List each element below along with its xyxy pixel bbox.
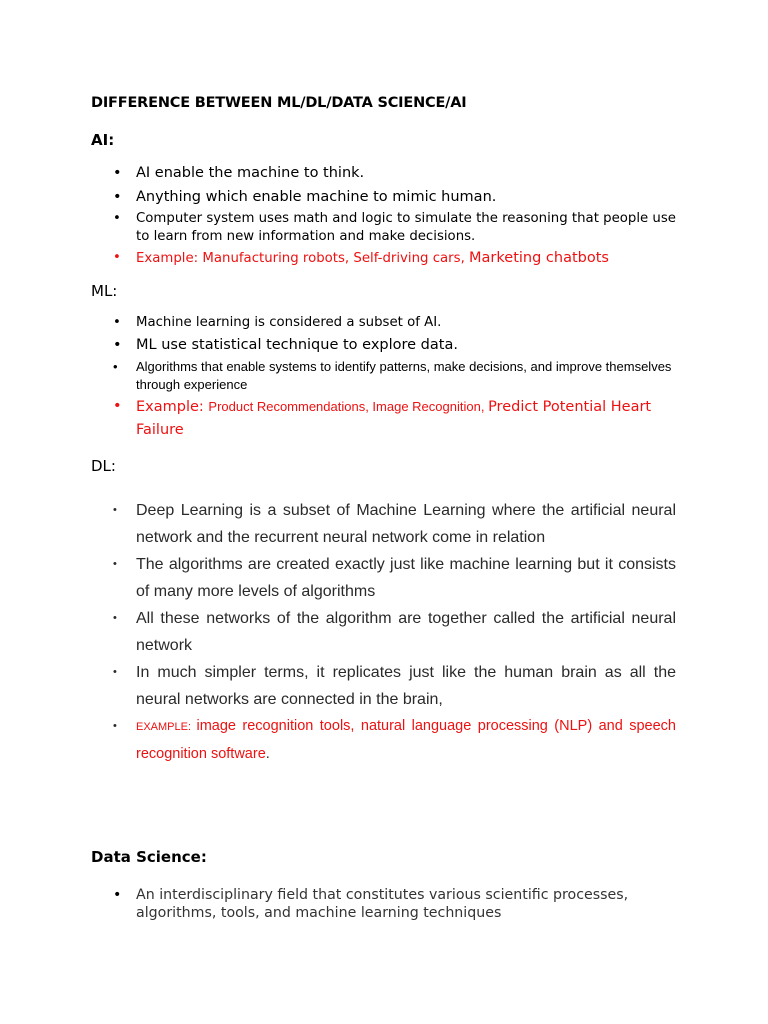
dl-list <box>0 497 768 768</box>
list-item <box>0 551 676 605</box>
bullet-icon: • <box>113 666 117 678</box>
list-item <box>0 605 676 659</box>
ai-list <box>0 163 768 270</box>
list-item <box>0 248 676 270</box>
dl-example-end: . <box>265 746 270 762</box>
list-item <box>0 497 676 551</box>
bullet-icon: • <box>113 165 122 181</box>
bullet-icon: • <box>113 558 117 570</box>
list-item-text: Machine learning is considered a subset of AI. <box>136 315 442 330</box>
ml-list <box>0 313 768 442</box>
bullet-icon: • <box>113 398 122 414</box>
ml-example-text-large: Predict Potential Heart Failure <box>136 399 652 438</box>
list-item <box>0 395 676 442</box>
bullet-icon: • <box>113 612 117 624</box>
ai-example-text: Example: Manufacturing robots, Self-driving cars, <box>136 251 470 266</box>
bullet-icon: • <box>113 189 122 205</box>
ml-example-label: Example: <box>136 399 209 415</box>
list-item <box>0 210 676 248</box>
ml-heading: ML: <box>91 282 118 300</box>
list-item <box>0 163 676 187</box>
list-item-text: ML use statistical technique to explore data. <box>136 337 458 353</box>
list-item-text: Deep Learning is a subset of Machine Learning where the artificial neural network and the recurrent neural network come in relation <box>136 502 676 546</box>
bullet-icon: • <box>113 887 122 903</box>
list-item <box>0 335 676 358</box>
bullet-icon: • <box>113 315 121 330</box>
bullet-icon: • <box>113 720 117 732</box>
bullet-icon: • <box>113 211 121 226</box>
dl-example-text: image recognition tools, natural language processing (NLP) and speech recognition software <box>136 718 676 762</box>
ds-heading: Data Science: <box>91 848 207 866</box>
list-item <box>0 313 676 335</box>
ai-example-text-large: Marketing chatbots <box>469 250 609 266</box>
bullet-icon: • <box>113 359 118 374</box>
list-item-text: Anything which enable machine to mimic human. <box>136 189 497 205</box>
ml-example-text: Product Recommendations, Image Recognition, <box>208 399 489 414</box>
list-item-text: The algorithms are created exactly just like machine learning but it consists of many more levels of algorithms <box>136 556 676 600</box>
bullet-icon: • <box>113 337 122 353</box>
list-item-text: AI enable the machine to think. <box>136 165 365 181</box>
dl-example-label: EXAMPLE: <box>136 721 197 733</box>
list-item <box>0 659 676 713</box>
list-item-text: Computer system uses math and logic to simulate the reasoning that people use to learn from new information and make decisions. <box>136 211 676 244</box>
list-item-text: Algorithms that enable systems to identify patterns, make decisions, and improve themselves through experience <box>136 359 672 392</box>
dl-heading: DL: <box>91 457 116 475</box>
list-item <box>0 358 676 395</box>
bullet-icon: • <box>113 250 121 265</box>
list-item <box>0 713 676 768</box>
document-title: DIFFERENCE BETWEEN ML/DL/DATA SCIENCE/AI <box>91 95 467 111</box>
list-item <box>0 187 676 210</box>
list-item <box>0 886 676 922</box>
ds-list <box>0 886 768 922</box>
list-item-text: In much simpler terms, it replicates just like the human brain as all the neural networks are connected in the brain, <box>136 664 676 708</box>
list-item-text: All these networks of the algorithm are together called the artificial neural network <box>136 610 676 654</box>
bullet-icon: • <box>113 504 117 516</box>
ai-heading: AI: <box>91 131 115 149</box>
list-item-text: An interdisciplinary field that constitutes various scientific processes, algorithms, tools, and machine learning techniques <box>136 887 629 921</box>
